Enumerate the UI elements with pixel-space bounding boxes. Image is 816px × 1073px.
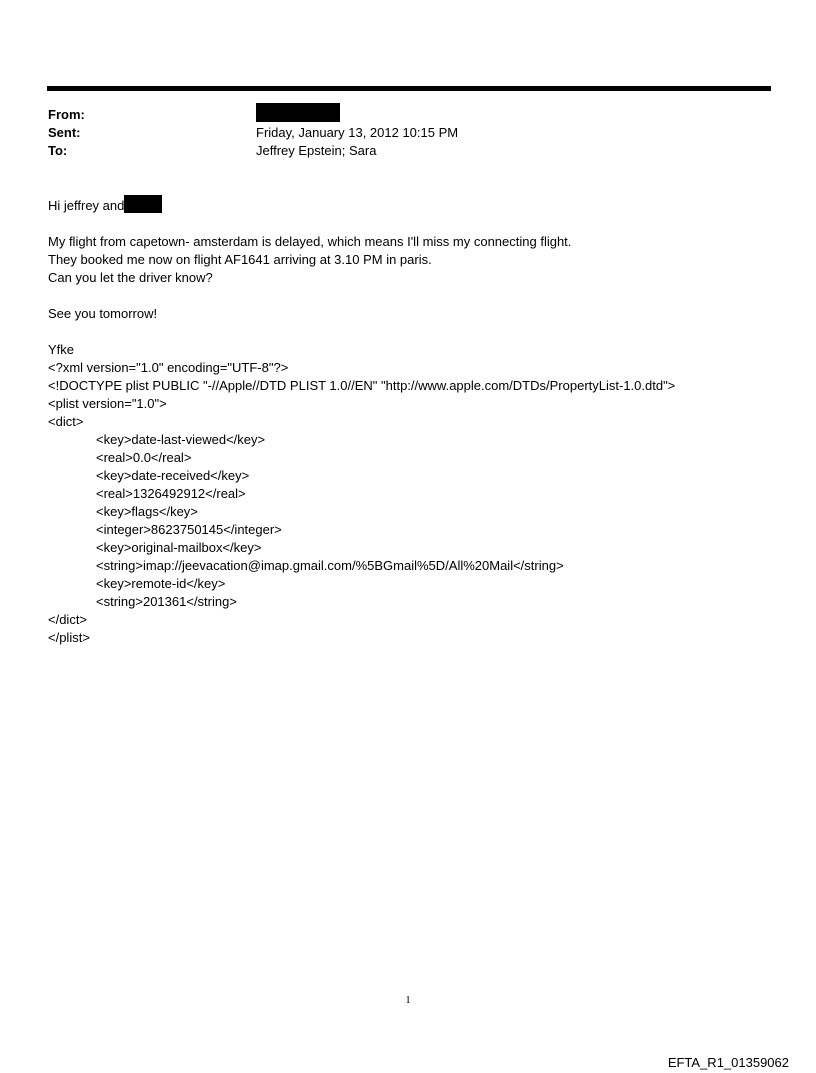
greeting-text: Hi jeffrey and <box>48 198 125 213</box>
plist-entry: <string>201361</string> <box>96 594 237 609</box>
email-header <box>48 106 748 160</box>
sent-label: Sent: <box>48 125 81 140</box>
plist-xml-declaration: <?xml version="1.0" encoding="UTF-8"?> <box>48 360 289 375</box>
plist-entry: <key>flags</key> <box>96 504 198 519</box>
from-label: From: <box>48 107 85 122</box>
greeting-line <box>48 197 788 215</box>
sent-value: Friday, January 13, 2012 10:15 PM <box>256 125 459 140</box>
plist-entry: <integer>8623750145</integer> <box>96 522 282 537</box>
dict-open-tag: <dict> <box>48 414 84 429</box>
page-number: 1 <box>405 994 411 1006</box>
plist-close-tag: </plist> <box>48 630 90 645</box>
closing-line: See you tomorrow! <box>48 306 158 321</box>
message-line: Can you let the driver know? <box>48 270 213 285</box>
to-row <box>48 142 748 160</box>
plist-entry: <key>date-received</key> <box>96 468 250 483</box>
plist-entry: <key>date-last-viewed</key> <box>96 432 266 447</box>
plist-doctype: <!DOCTYPE plist PUBLIC "-//Apple//DTD PLIST 1.0//EN" "http://www.apple.com/DTDs/PropertyList-1.0.dtd"> <box>48 378 676 393</box>
dict-close-tag: </dict> <box>48 612 88 627</box>
plist-entry: <string>imap://jeevacation@imap.gmail.com/%5BGmail%5D/All%20Mail</string> <box>96 558 564 573</box>
plist-open-tag: <plist version="1.0"> <box>48 396 167 411</box>
sent-row <box>48 124 748 142</box>
header-divider <box>47 86 771 91</box>
message-line: They booked me now on flight AF1641 arriving at 3.10 PM in paris. <box>48 252 432 267</box>
email-body <box>48 197 788 647</box>
document-id: EFTA_R1_01359062 <box>667 1055 789 1070</box>
plist-entry: <key>remote-id</key> <box>96 576 226 591</box>
to-label: To: <box>48 143 68 158</box>
plist-entry: <key>original-mailbox</key> <box>96 540 262 555</box>
plist-entry: <real>1326492912</real> <box>96 486 246 501</box>
from-value <box>256 106 340 124</box>
redaction-box <box>256 103 340 122</box>
plist-entry: <real>0.0</real> <box>96 450 192 465</box>
signature: Yfke <box>48 342 75 357</box>
to-value: Jeffrey Epstein; Sara <box>256 143 377 158</box>
message-line: My flight from capetown- amsterdam is delayed, which means I'll miss my connecting flight. <box>48 234 572 249</box>
from-row <box>48 106 748 124</box>
redaction-box <box>124 195 162 213</box>
